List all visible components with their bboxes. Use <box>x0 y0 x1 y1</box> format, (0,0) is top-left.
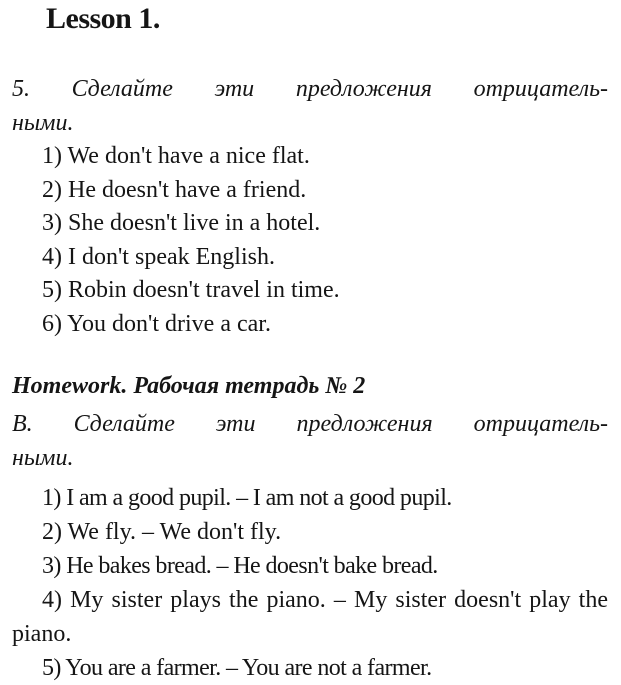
exercise-5-item-5: 5) Robin doesn't travel in time. <box>42 277 340 303</box>
lesson-title: Lesson 1. <box>46 2 160 35</box>
homework-item-3: 3) He bakes bread. – He doesn't bake bread. <box>42 553 438 579</box>
exercise-5-list <box>42 140 340 341</box>
homework-item-2: 2) We fly. – We don't fly. <box>42 519 282 545</box>
homework-item-1: 1) I am a good pupil. – I am not a good pupil. <box>42 485 452 511</box>
exercise-5-instruction-line-2: ными. <box>12 110 74 136</box>
homework-item-5: 5) You are a farmer. – You are not a farmer. <box>42 655 432 681</box>
exercise-5-item-2: 2) He doesn't have a friend. <box>42 176 307 203</box>
homework-list <box>12 481 608 685</box>
exercise-5-item-3: 3) She doesn't live in a hotel. <box>42 210 321 236</box>
homework-instruction-line-1: B. Сделайте эти предложения отрицатель- <box>12 411 608 437</box>
exercise-5-item-1: 1) We don't have a nice flat. <box>42 143 310 169</box>
exercise-5-instruction-line-1: 5. Сделайте эти предложения отрицатель- <box>12 76 608 102</box>
homework-item-4: 4) My sister plays the piano. – My sister doesn't play the piano. <box>12 587 608 647</box>
exercise-5-item-4: 4) I don't speak English. <box>42 243 275 270</box>
homework-instruction-line-2: ными. <box>12 445 74 471</box>
exercise-5-item-6: 6) You don't drive a car. <box>42 310 271 337</box>
homework-title: Homework. Рабочая тетрадь № 2 <box>12 373 366 399</box>
